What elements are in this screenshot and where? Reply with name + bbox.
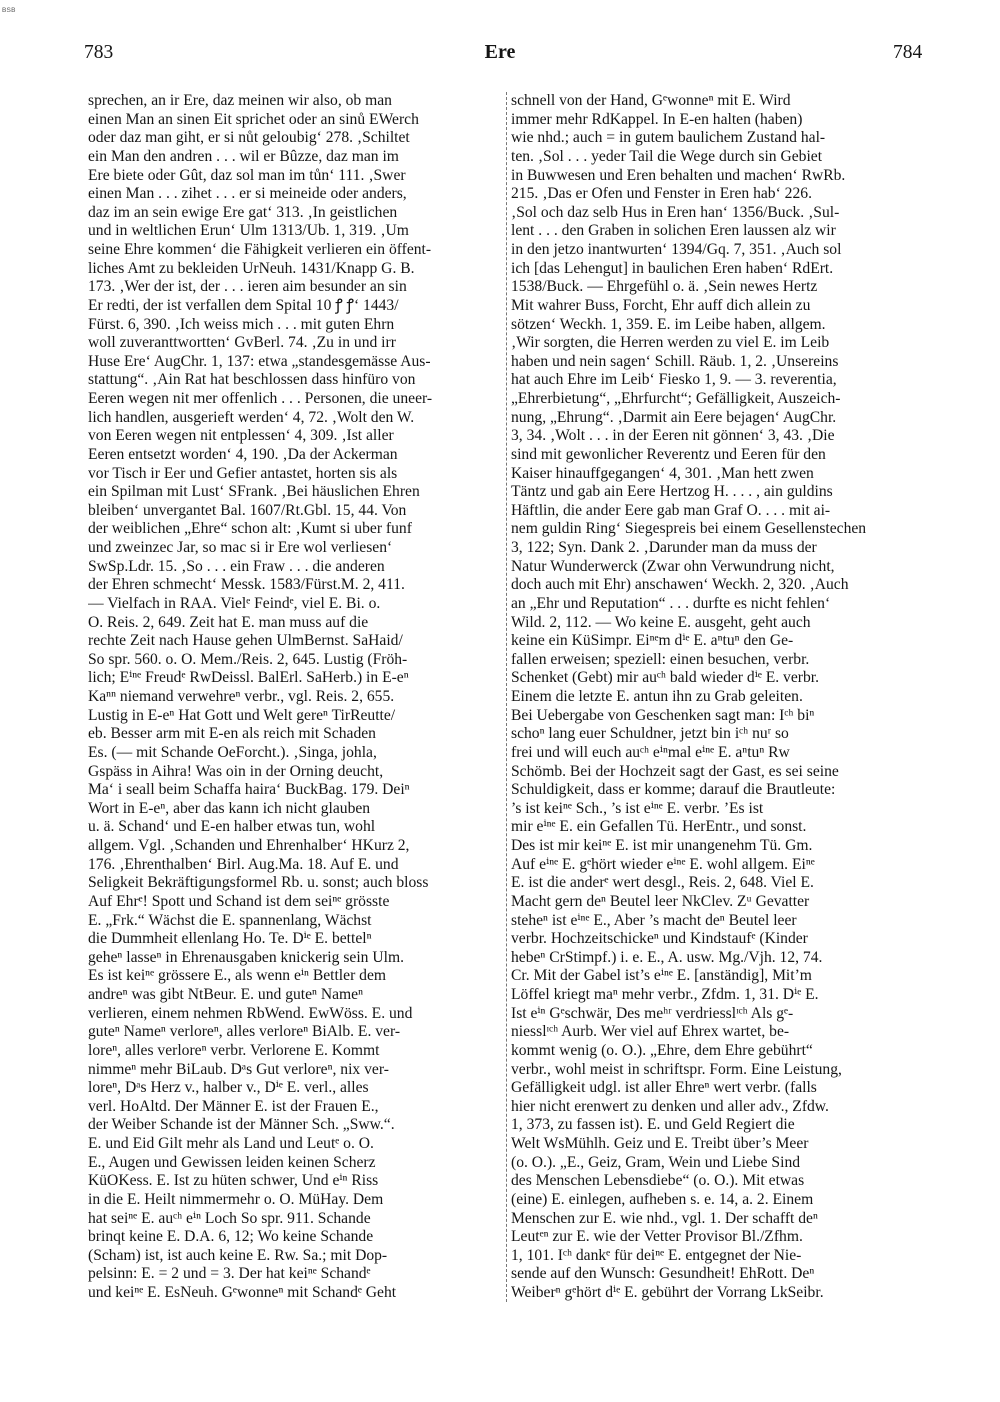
text-line: ein Man den andren . . . wil er Bûzze, daz man im xyxy=(88,147,399,165)
text-line: Gspäss in Aihra! Was oin in der Orning deucht, xyxy=(88,762,384,780)
text-line: — Vielfach in RAA. Vielᵉ Feindᵉ, viel E. Bi. o. xyxy=(88,594,381,612)
text-line: des Menschen Lebensdiebe“ (o. O.). Mit etwas xyxy=(511,1172,805,1190)
text-line: 3, 34. ‚Wolt . . . in der Eeren nit gönnen‘ 3, 43. ‚Die xyxy=(511,427,835,445)
text-line: loreⁿ, Dᵃs Herz v., halber v., Dⁱᵉ E. verl., alles xyxy=(88,1079,369,1097)
text-line: lich; Eⁱⁿᵉ Freudᵉ RwDeissl. BalErl. SaHerb.) in E-eⁿ xyxy=(88,669,409,687)
text-line: Des ist mir keiⁿᵉ E. ist mir unangenehm Tü. Gm. xyxy=(511,837,813,854)
text-line: in den jetzo inantwurten‘ 1394/Gq. 7, 351. ‚Auch sol xyxy=(511,241,842,258)
text-line: E., Augen und Gewissen leiden keinen Scherz xyxy=(88,1153,376,1171)
text-line: frei und will euch auᶜʰ eⁱⁿmal eⁱⁿᵉ E. aⁿtuⁿ Rw xyxy=(511,743,790,761)
text-line: daz im an sein ewige Ere gat‘ 313. ‚In geistlichen xyxy=(88,203,398,221)
text-line: Häftlin, die ander Eere gab man Graf O. . . . mit ai- xyxy=(511,501,831,519)
text-line: der Weiber Schande ist der Männer Sch. „Sww.“. xyxy=(88,1116,395,1134)
text-line: rechte Zeit nach Hause gehen UlmBernst. SaHaid/ xyxy=(88,632,403,650)
text-line: verbr. Hochzeitschickeⁿ und Kindstaufᵉ (Kinder xyxy=(511,930,808,948)
text-line: sende auf den Wunsch: Gesundheit! EhRott. Deⁿ xyxy=(511,1265,815,1283)
text-line: (o. O.). „E., Geiz, Gram, Wein und Liebe Sind xyxy=(511,1153,801,1171)
text-line: E. und Eid Gilt mehr als Land und Leutᵉ o. O. xyxy=(88,1135,374,1152)
text-line: und zweinzec Jar, so mac si ir Ere wol verliesen‘ xyxy=(88,539,393,556)
text-line: nung, „Ehrung“. ‚Darmit ain Eere bejagen‘ AugChr. xyxy=(511,408,837,426)
text-line: keine ein KüSimpr. Eiⁿᵉm dⁱᵉ E. aⁿtuⁿ den Ge- xyxy=(511,632,794,650)
text-line: oder daz man giht, er si nůt geloubig‘ 278. ‚Schiltet xyxy=(88,129,410,147)
text-line: Ma‘ i seall beim Schaffa haira‘ BuckBag. 179. Deiⁿ xyxy=(88,781,410,799)
text-line: Weiberⁿ gᵉhört dⁱᵉ E. gebührt der Vorrang LkSeibr. xyxy=(511,1284,824,1301)
text-line: ‚Wir sorgten, die Herren werden zu viel E. im Leib xyxy=(511,334,830,352)
text-line: niesslᶦᶜʰ Aurb. Wer viel auf Ehrex wartet, be- xyxy=(511,1023,790,1041)
text-line: immer mehr RdKappel. In E-en halten (haben) xyxy=(511,110,803,128)
text-line: an „Ehr und Reputation“ . . . durfte es nicht fehlen‘ xyxy=(511,594,831,612)
text-line: und in weltlichen Erun‘ Ulm 1313/Ub. 1, 319. ‚Um xyxy=(88,222,409,240)
text-line: Er redti, der ist verfallen dem Spital 10 ꝭ ꝭ‘ 1443/ xyxy=(88,296,399,314)
text-line: nimmeⁿ mehr BiLaub. Dᵃs Gut verloreⁿ, nix ver- xyxy=(88,1060,389,1078)
text-line: ‚Sol och daz selb Hus in Eren han‘ 1356/Buck. ‚Sul- xyxy=(511,203,840,221)
text-line: „Ehrerbietung“, „Ehrfurcht“; Gefälligkeit, Auszeich- xyxy=(511,390,841,407)
text-line: allgem. Vgl. ‚Schanden und Ehrenhalber‘ HKurz 2, xyxy=(88,837,410,854)
text-line: 1, 373, zu fassen ist). E. und Geld Regiert die xyxy=(511,1116,795,1134)
text-line: guteⁿ Nameⁿ verloreⁿ, alles verloreⁿ BiAlb. E. ver- xyxy=(88,1023,401,1041)
text-line: liches Amt zu bekleiden UrNeuh. 1431/Knapp G. B. xyxy=(88,259,415,277)
text-line: einen Man . . . zihet . . . er si meineide oder anders, xyxy=(88,185,407,203)
text-line: 215. ‚Das er Ofen und Fenster in Eren hab‘ 226. xyxy=(511,185,812,203)
text-line: Auf Ehrᵉ! Spott und Schand ist dem seiⁿᵉ grösste xyxy=(88,892,390,910)
text-line: in Buwwesen und Eren behalten und machen‘ RwRb. xyxy=(511,166,846,184)
text-line: bleiben‘ unvergantet Bal. 1607/Rt.Gbl. 15, 44. Von xyxy=(88,501,407,519)
text-line: andreⁿ was gibt NtBeur. E. und guteⁿ Nameⁿ xyxy=(88,986,363,1003)
text-line: E. „Frk.“ Wächst die E. spannenlang, Wächst xyxy=(88,911,372,929)
text-line: Gefälligkeit udgl. ist aller Ehreⁿ wert verbr. (falls xyxy=(511,1079,817,1097)
column-divider xyxy=(506,92,507,1302)
text-line: SwSp.Ldr. 15. ‚So . . . ein Fraw . . . die anderen xyxy=(88,557,385,575)
text-line: Welt WsMühlh. Geiz und E. Treibt über’s Meer xyxy=(511,1135,809,1152)
text-line: Huse Ere‘ AugChr. 1, 137: etwa „standesgemässe Aus- xyxy=(88,352,431,370)
text-line: Lustig in E-eⁿ Hat Gott und Welt gereⁿ TirReutte/ xyxy=(88,706,396,724)
text-line: hat auch Ehre im Leib‘ Fiesko 1, 9. — 3. reverentia, xyxy=(511,371,837,389)
text-line: nem guldin Ring‘ Siegespreis bei einem Gesellenstechen xyxy=(511,520,867,538)
right-column xyxy=(511,92,921,1303)
text-line: der Ehren schmecht‘ Messk. 1583/Fürst.M. 2, 411. xyxy=(88,576,405,594)
text-line: ten. ‚Sol . . . yeder Tail die Wege durch sin Gebiet xyxy=(511,147,823,165)
text-line: Fürst. 6, 390. ‚Ich weiss mich . . . mit guten Ehrn xyxy=(88,315,395,333)
text-line: Seligkeit Bekräftigungsformel Rb. u. sonst; auch bloss xyxy=(88,874,429,892)
text-line: schoⁿ lang euer Schuldner, jetzt bin iᶜʰ nuʳ so xyxy=(511,725,789,743)
text-line: brinqt keine E. D.A. 6, 12; Wo keine Schande xyxy=(88,1228,374,1246)
text-line: Kaⁿⁿ niemand verwehreⁿ verbr., vgl. Reis. 2, 655. xyxy=(88,688,395,705)
text-line: loreⁿ, alles verloreⁿ verbr. Verlorene E. Kommt xyxy=(88,1041,380,1059)
text-line: Ist eⁱⁿ Gᵉschwär, Des meʰʳ verdriesslᶦᶜʰ Als gᵉ- xyxy=(511,1004,794,1022)
text-line: vor Tisch ir Eer und Gefier antastet, horten sis als xyxy=(88,464,398,482)
text-line: Einem die letzte E. antun ihn zu Grab geleiten. xyxy=(511,688,803,705)
text-line: Mit wahrer Buss, Forcht, Ehr auff dich allein zu xyxy=(511,296,811,314)
page-number-right: 784 xyxy=(893,42,923,63)
text-line: Bei Uebergabe von Geschenken sagt man: Iᶜʰ biⁿ xyxy=(511,706,815,724)
text-line: Es ist keiⁿᵉ grössere E., als wenn eⁱⁿ Bettler dem xyxy=(88,967,387,985)
text-line: sprechen, an ir Ere, daz meinen wir also, ob man xyxy=(88,92,392,109)
text-line: Macht gern deⁿ Beutel leer NkClev. Zᵘ Gevatter xyxy=(511,892,810,910)
text-line: die Dummheit ellenlang Ho. Te. Dⁱᵉ E. bettelⁿ xyxy=(88,930,372,948)
text-line: pelsinn: E. = 2 und = 3. Der hat keiⁿᵉ Schandᵉ xyxy=(88,1265,371,1283)
text-line: Leutᵉⁿ zur E. wie der Vetter Provisor Bl./Zfhm. xyxy=(511,1228,803,1246)
text-line: geheⁿ lasseⁿ in Ehrenausgaben knickerig sein Ulm. xyxy=(88,948,404,966)
text-line: woll zuveranttwortten‘ GvBerl. 74. ‚Zu in und irr xyxy=(88,334,396,352)
text-line: einen Man an sinen Eit sprichet oder an sinů EWerch xyxy=(88,110,419,128)
text-line: Natur Wunderwerck (Zwar ohn Verwundrung nicht, xyxy=(511,557,835,575)
text-line: fallen erweisen; speziell: einen besuchen, verbr. xyxy=(511,650,810,668)
text-line: der weiblichen „Ehre“ schon alt: ‚Kumt si uber funf xyxy=(88,520,412,538)
text-line: in die E. Heilt nimmermehr o. O. MüHay. Dem xyxy=(88,1190,384,1208)
text-line: ich [das Lehengut] in baulichen Eren haben‘ RdErt. xyxy=(511,259,834,277)
text-line: So spr. 560. o. O. Mem./Reis. 2, 645. Lustig (Fröh- xyxy=(88,650,408,668)
running-headword: Ere xyxy=(484,41,516,63)
text-line: 1, 101. Iᶜʰ dankᵉ für deiⁿᵉ E. entgegnet der Nie- xyxy=(511,1246,802,1264)
left-column xyxy=(88,92,501,1303)
text-line: stattung“. ‚Ain Rat hat beschlossen dass hinfüro von xyxy=(88,371,416,389)
text-line: steheⁿ ist eⁱⁿᵉ E., Aber ’s macht deⁿ Beutel leer xyxy=(511,911,797,929)
text-line: 3, 122; Syn. Dank 2. ‚Darunder man da muss der xyxy=(511,539,817,556)
text-line: Wort in E-eⁿ, aber das kann ich nicht glauben xyxy=(88,799,371,817)
text-line: haben und nein sagen‘ Schill. Räub. 1, 2. ‚Unsereins xyxy=(511,352,839,370)
text-line: sötzen‘ Weckh. 1, 359. E. im Leibe haben, allgem. xyxy=(511,315,826,333)
text-line: (eine) E. einlegen, aufheben s. e. 14, a. 2. Einem xyxy=(511,1190,814,1208)
text-line: Kaiser hinauffgegangen‘ 4, 301. ‚Man hett zwen xyxy=(511,464,814,482)
text-line: 176. ‚Ehrenthalben‘ Birl. Aug.Ma. 18. Auf E. und xyxy=(88,855,399,873)
text-line: eb. Besser arm mit E-en als reich mit Schaden xyxy=(88,725,376,743)
text-line: hebeⁿ CrStimpf.) i. e. E., A. usw. Mg./Vjh. 12, 74. xyxy=(511,948,823,966)
text-line: Es. (— mit Schande OeForcht.). ‚Singa, johla, xyxy=(88,743,377,761)
text-line: schnell von der Hand, Gᵉwonneⁿ mit E. Wird xyxy=(511,92,791,109)
text-line: mir eⁱⁿᵉ E. ein Gefallen Tü. HerEntr., und sonst. xyxy=(511,818,807,836)
text-line: sind mit gewonlicher Reverentz und Eeren für den xyxy=(511,445,826,463)
text-line: lent . . . den Graben in solichen Eren laussen alz wir xyxy=(511,222,836,240)
text-line: verl. HoAltd. Der Männer E. ist der Frauen E., xyxy=(88,1097,379,1115)
text-line: 173. ‚Wer der ist, der . . . ieren aim besunder an sin xyxy=(88,278,407,296)
text-line: KüOKess. E. Ist zu hüten schwer, Und eⁱⁿ Riss xyxy=(88,1172,379,1190)
text-line: O. Reis. 2, 649. Zeit hat E. man muss auf die xyxy=(88,613,369,631)
text-line: Eeren wegen nit mer offenlich . . . Personen, die uneer- xyxy=(88,390,433,407)
text-line: Schuldigkeit, dass er komme; darauf die Brautleute: xyxy=(511,781,836,799)
text-line: Eeren entsetzt worden‘ 4, 190. ‚Da der Ackerman xyxy=(88,445,398,463)
text-line: ’s ist keiⁿᵉ Sch., ’s ist eⁱⁿᵉ E. verbr. ’Es ist xyxy=(511,799,764,817)
text-line: Löffel kriegt maⁿ mehr verbr., Zfdm. 1, 31. Dⁱᵉ E. xyxy=(511,986,819,1003)
text-line: verlieren, einem nehmen RbWend. EwWöss. E. und xyxy=(88,1004,413,1022)
text-line: kommt wenig (o. O.). „Ehre, dem Ehre gebührt“ xyxy=(511,1041,813,1059)
text-line: verbr., wohl meist in schriftspr. Form. Eine Leistung, xyxy=(511,1060,842,1078)
text-line: ein Spilman mit Lust‘ SFrank. ‚Bei häuslichen Ehren xyxy=(88,483,420,501)
text-line: doch auch mit Ehr) anschawen‘ Weckh. 2, 320. ‚Auch xyxy=(511,576,849,594)
text-line: E. ist die anderᵉ wert desgl., Reis. 2, 648. Viel E. xyxy=(511,874,814,892)
text-line: seine Ehre kommen‘ die Fähigkeit verlieren ein öffent- xyxy=(88,241,432,258)
page-number-left: 783 xyxy=(84,42,114,63)
library-stamp: BSB xyxy=(2,7,16,14)
text-line: Auf eⁱⁿᵉ E. gᵉhört wieder eⁱⁿᵉ E. wohl allgem. Eiⁿᵉ xyxy=(511,855,815,873)
text-line: hat seiⁿᵉ E. auᶜʰ eⁱⁿ Loch So spr. 911. Schande xyxy=(88,1209,371,1227)
text-line: wie nhd.; auch = in gutem baulichem Zustand hal- xyxy=(511,129,826,147)
text-line: Cr. Mit der Gabel ist’s eⁱⁿᵉ E. [anständig], Mit’m xyxy=(511,967,812,985)
text-line: von Eeren wegen nit entplessen‘ 4, 309. ‚Ist aller xyxy=(88,427,394,445)
text-line: 1538/Buck. — Ehrgefühl o. ä. ‚Sein newes Hertz xyxy=(511,278,818,296)
text-line: Schömb. Bei der Hochzeit sagt der Gast, es sei seine xyxy=(511,762,839,780)
text-line: (Scham) ist, ist auch keine E. Rw. Sa.; mit Dop- xyxy=(88,1246,388,1264)
text-line: Menschen zur E. wie nhd., vgl. 1. Der schafft deⁿ xyxy=(511,1209,818,1227)
text-line: Wild. 2, 112. — Wo keine E. ausgeht, geht auch xyxy=(511,613,811,631)
text-line: hier nicht erenwert zu denken und aller adv., Zfdw. xyxy=(511,1097,829,1115)
text-line: Täntz und gab ain Eere Hertzog H. . . . , ain guldins xyxy=(511,483,833,501)
text-line: Schenket (Gebt) mir auᶜʰ bald wieder dⁱᵉ E. verbr. xyxy=(511,669,819,687)
text-line: und keiⁿᵉ E. EsNeuh. Gᵉwonneⁿ mit Schandᵉ Geht xyxy=(88,1284,397,1301)
text-line: lich handlen, ausgerieft werden‘ 4, 72. ‚Wolt den W. xyxy=(88,408,415,426)
text-line: u. ä. Schand‘ und E-en halber etwas tun, wohl xyxy=(88,818,376,836)
text-line: Ere biete oder Gût, daz sol man im tůn‘ 111. ‚Swer xyxy=(88,166,406,184)
